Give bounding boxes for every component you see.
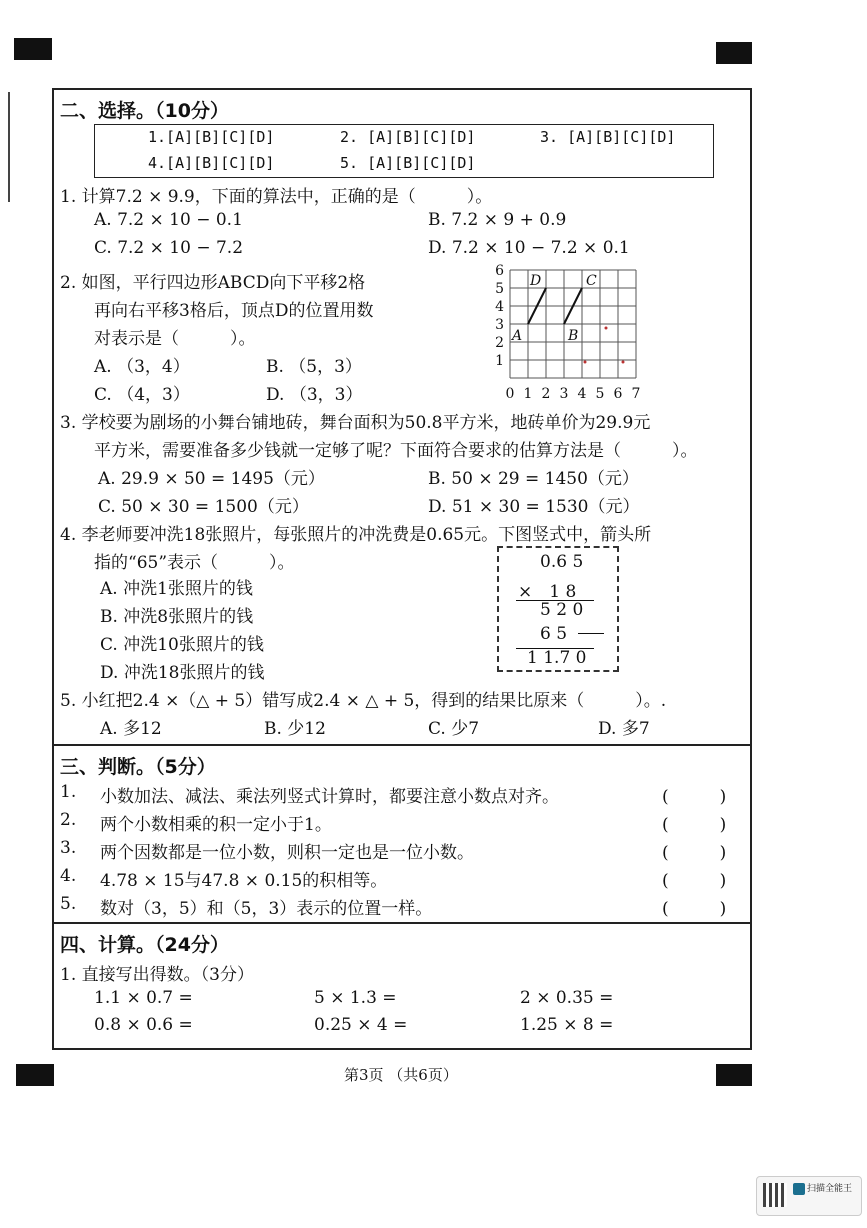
y-label-5: 5 [495,281,504,297]
calc-row-2: × 1 8 [518,582,577,602]
x-label-7: 7 [631,386,641,402]
judge-item-num-5: 5. [60,894,77,914]
judge-item-paren-3[interactable]: ( ) [662,843,727,863]
q5-option-a[interactable]: A. 多12 [100,719,162,739]
q3-option-d[interactable]: D. 51 × 30 = 1530（元） [428,497,640,517]
x-label-1: 1 [523,386,533,402]
q2-option-b[interactable]: B. （5，3） [266,357,362,377]
scanner-brand: 扫描全能王 [807,1184,853,1194]
q5-option-d[interactable]: D. 多7 [598,719,650,739]
y-label-4: 4 [495,299,504,315]
point-label-b: B [568,328,579,344]
calc-item-1: 1.1 × 0.7 = [94,988,193,1008]
q3-option-b[interactable]: B. 50 × 29 = 1450（元） [428,469,639,489]
page-number: 第3页 （共6页） [344,1066,458,1084]
answer-sheet-item-4[interactable]: 4.[A][B][C][D] [148,154,275,172]
judge-item-num-4: 4. [60,866,77,886]
calc-row-4: 6 5 [540,624,568,644]
point-label-a: A [512,328,523,344]
judge-item-text-1: 小数加法、减法、乘法列竖式计算时，都要注意小数点对齐。 [100,787,559,807]
arrow-icon [578,633,604,634]
divider-section4 [52,922,752,924]
q2-stem-line3: 对表示是（ ）。 [94,329,256,349]
q5-stem: 5. 小红把2.4 ×（△ + 5）错写成2.4 × △ + 5，得到的结果比原来（ ）。. [60,691,667,711]
q4-option-c[interactable]: C. 冲洗10张照片的钱 [100,635,264,655]
q5-option-b[interactable]: B. 少12 [264,719,326,739]
x-label-3: 3 [559,386,569,402]
judge-item-paren-2[interactable]: ( ) [662,815,727,835]
judge-item-text-5: 数对（3，5）和（5，3）表示的位置一样。 [100,899,433,919]
judge-item-num-3: 3. [60,838,77,858]
q3-option-a[interactable]: A. 29.9 × 50 = 1495（元） [98,469,325,489]
q2-stem-line2: 再向右平移3格后，顶点D的位置用数 [94,301,374,321]
q3-stem-line2: 平方米，需要准备多少钱就一定够了呢？下面符合要求的估算方法是（ ）。 [94,441,698,461]
judge-item-text-4: 4.78 × 15与47.8 × 0.15的积相等。 [100,871,388,891]
q1-stem: 1. 计算7.2 × 9.9，下面的算法中，正确的是（ ）。 [60,187,493,207]
q3-option-c[interactable]: C. 50 × 30 = 1500（元） [98,497,309,517]
calc-item-3: 2 × 0.35 = [520,988,614,1008]
q2-stem-line1: 2. 如图，平行四边形ABCD向下平移2格 [60,273,366,293]
point-label-c: C [586,273,597,289]
judge-item-text-3: 两个因数都是一位小数，则积一定也是一位小数。 [100,843,474,863]
judge-item-paren-1[interactable]: ( ) [662,787,727,807]
q4-stem-line1: 4. 李老师要冲洗18张照片，每张照片的冲洗费是0.65元。下图竖式中，箭头所 [60,525,652,545]
q1-option-d[interactable]: D. 7.2 × 10 − 7.2 × 0.1 [428,238,630,258]
q3-stem-line1: 3. 学校要为剧场的小舞台铺地砖，舞台面积为50.8平方米，地砖单价为29.9元 [60,413,651,433]
q2-option-a[interactable]: A. （3，4） [94,357,190,377]
q4-option-b[interactable]: B. 冲洗8张照片的钱 [100,607,254,627]
answer-sheet-item-3[interactable]: 3. [A][B][C][D] [540,128,676,146]
x-label-6: 6 [613,386,623,402]
q1-option-b[interactable]: B. 7.2 × 9 + 0.9 [428,210,567,230]
q2-option-d[interactable]: D. （3，3） [266,385,363,405]
q1-option-c[interactable]: C. 7.2 × 10 − 7.2 [94,238,244,258]
x-label-5: 5 [595,386,605,402]
registration-mark-bottom-right [716,1064,752,1086]
calc-subtitle-1: 1. 直接写出得数。（3分） [60,965,254,985]
section-title-judge: 三、判断。（5分） [60,756,216,778]
calc-item-5: 0.25 × 4 = [314,1015,408,1035]
q2-option-c[interactable]: C. （4，3） [94,385,190,405]
calc-row-3: 5 2 0 [540,600,584,620]
q4-option-d[interactable]: D. 冲洗18张照片的钱 [100,663,265,683]
q1-option-a[interactable]: A. 7.2 × 10 − 0.1 [94,210,243,230]
scanner-watermark [756,1176,862,1216]
q4-stem-line2: 指的“65”表示（ ）。 [94,553,295,573]
judge-item-text-2: 两个小数相乘的积一定小于1。 [100,815,332,835]
q5-option-c[interactable]: C. 少7 [428,719,480,739]
y-label-1: 1 [495,353,504,369]
q4-option-a[interactable]: A. 冲洗1张照片的钱 [100,579,253,599]
binding-line [8,92,10,202]
calc-row-1: 0.6 5 [540,552,584,572]
judge-item-paren-5[interactable]: ( ) [662,899,727,919]
y-label-6: 6 [495,263,504,279]
y-label-2: 2 [495,335,504,351]
x-label-4: 4 [577,386,587,402]
registration-mark-top-right [716,42,752,64]
answer-sheet-item-1[interactable]: 1.[A][B][C][D] [148,128,275,146]
x-label-2: 2 [541,386,551,402]
divider-section3 [52,744,752,746]
answer-sheet-item-5[interactable]: 5. [A][B][C][D] [340,154,476,172]
scanner-logo-icon [793,1183,805,1195]
judge-item-num-1: 1. [60,782,77,802]
judge-item-paren-4[interactable]: ( ) [662,871,727,891]
section-title-choice: 二、选择。（10分） [60,100,229,122]
registration-mark-bottom-left [16,1064,54,1086]
qr-code-icon [763,1183,787,1207]
point-label-d: D [530,273,542,289]
coordinate-grid-figure [490,262,655,404]
calc-item-6: 1.25 × 8 = [520,1015,614,1035]
y-label-3: 3 [495,317,504,333]
answer-sheet-item-2[interactable]: 2. [A][B][C][D] [340,128,476,146]
section-title-calc: 四、计算。（24分） [60,934,229,956]
calc-item-4: 0.8 × 0.6 = [94,1015,193,1035]
registration-mark-top-left [14,38,52,60]
x-label-0: 0 [505,386,515,402]
calc-row-5: 1 1.7 0 [527,648,587,668]
calc-item-2: 5 × 1.3 = [314,988,397,1008]
judge-item-num-2: 2. [60,810,77,830]
